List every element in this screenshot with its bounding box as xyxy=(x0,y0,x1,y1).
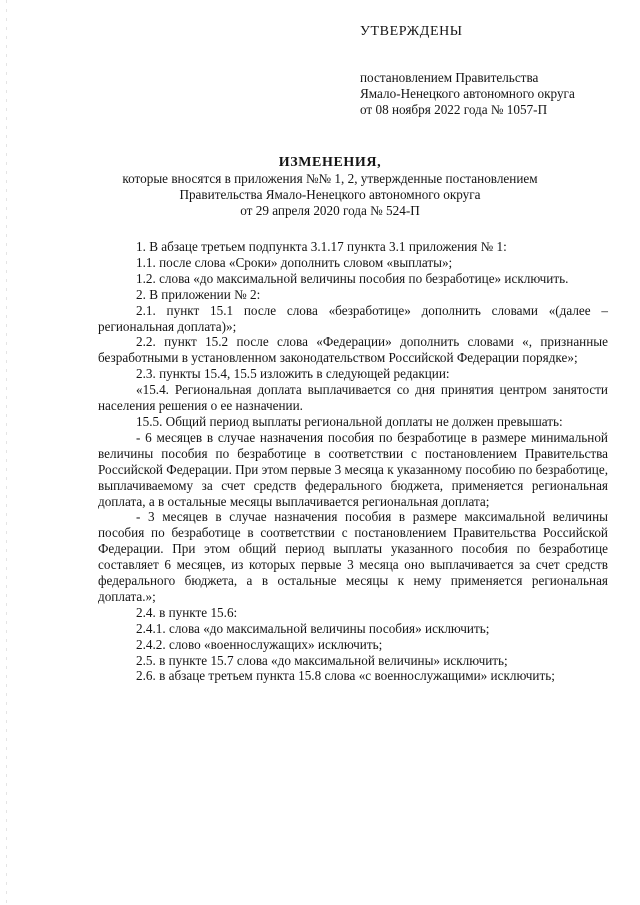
paragraph: 2.5. в пункте 15.7 слова «до максимальной величины» исключить; xyxy=(136,652,508,668)
paragraph: 15.5. Общий период выплаты региональной доплаты не должен превышать: xyxy=(136,413,563,429)
paragraph: 2.2. пункт 15.2 после слова «Федерации» дополнить словами «, признанные безработными в установленном законодательством Российской Федерации порядке»; xyxy=(98,334,608,366)
paragraph: 2.4.1. слова «до максимальной величины пособия» исключить; xyxy=(136,620,490,636)
document-body xyxy=(98,239,608,684)
paragraph: 2.4.2. слово «военнослужащих» исключить; xyxy=(136,636,383,652)
paragraph: 1.2. слова «до максимальной величины пособия по безработице» исключить. xyxy=(136,270,569,286)
paragraph: 2.6. в абзаце третьем пункта 15.8 слова «с военнослужащими» исключить; xyxy=(136,668,555,684)
document-title: ИЗМЕНЕНИЯ, xyxy=(278,155,382,170)
approval-line: Ямало-Ненецкого автономного округа xyxy=(360,86,575,101)
document-heading xyxy=(100,155,560,219)
heading-line: от 29 апреля 2020 года № 524-П xyxy=(240,203,420,218)
paragraph: - 6 месяцев в случае назначения пособия по безработице в размере минимальной величины пособия по безработице в соответствии с постановлением Правительства Российской Федерации. При этом первые 3 месяца к указанному пособию по безработице, выплачиваемому за счет средств федерального бюджета, применяется региональная доплата, а в остальные месяцы выплачивается региональная доплата; xyxy=(98,429,608,509)
paragraph: 2.4. в пункте 15.6: xyxy=(136,604,238,620)
paragraph: 1. В абзаце третьем подпункта 3.1.17 пункта 3.1 приложения № 1: xyxy=(136,239,507,254)
approval-line: постановлением Правительства xyxy=(360,70,539,85)
approval-line: от 08 ноября 2022 года № 1057-П xyxy=(360,102,548,117)
paragraph: 2. В приложении № 2: xyxy=(136,286,261,302)
paragraph: 2.1. пункт 15.1 после слова «безработице» дополнить словами «(далее – региональная доплата)»; xyxy=(98,302,608,334)
approval-block xyxy=(360,24,620,118)
scan-edge-artifact xyxy=(6,0,7,905)
paragraph: 1.1. после слова «Сроки» дополнить словом «выплаты»; xyxy=(136,254,453,270)
heading-line: Правительства Ямало-Ненецкого автономного округа xyxy=(179,187,481,202)
heading-line: которые вносятся в приложения №№ 1, 2, утвержденные постановлением xyxy=(122,171,538,186)
paragraph: 2.3. пункты 15.4, 15.5 изложить в следующей редакции: xyxy=(136,366,450,382)
paragraph: «15.4. Региональная доплата выплачивается со дня принятия центром занятости населения решения о ее назначении. xyxy=(98,382,608,414)
approval-stamp-title: УТВЕРЖДЕНЫ xyxy=(360,24,463,39)
paragraph: - 3 месяцев в случае назначения пособия в размере максимальной величины пособия по безработице в соответствии с постановлением Правительства Российской Федерации. При этом общий период выплаты указанного пособия по безработице составляет 6 месяцев, из которых первые 3 месяца оно выплачивается за счет средств федерального бюджета, а в остальные месяцы к нему применяется региональная доплата.»; xyxy=(98,509,608,604)
